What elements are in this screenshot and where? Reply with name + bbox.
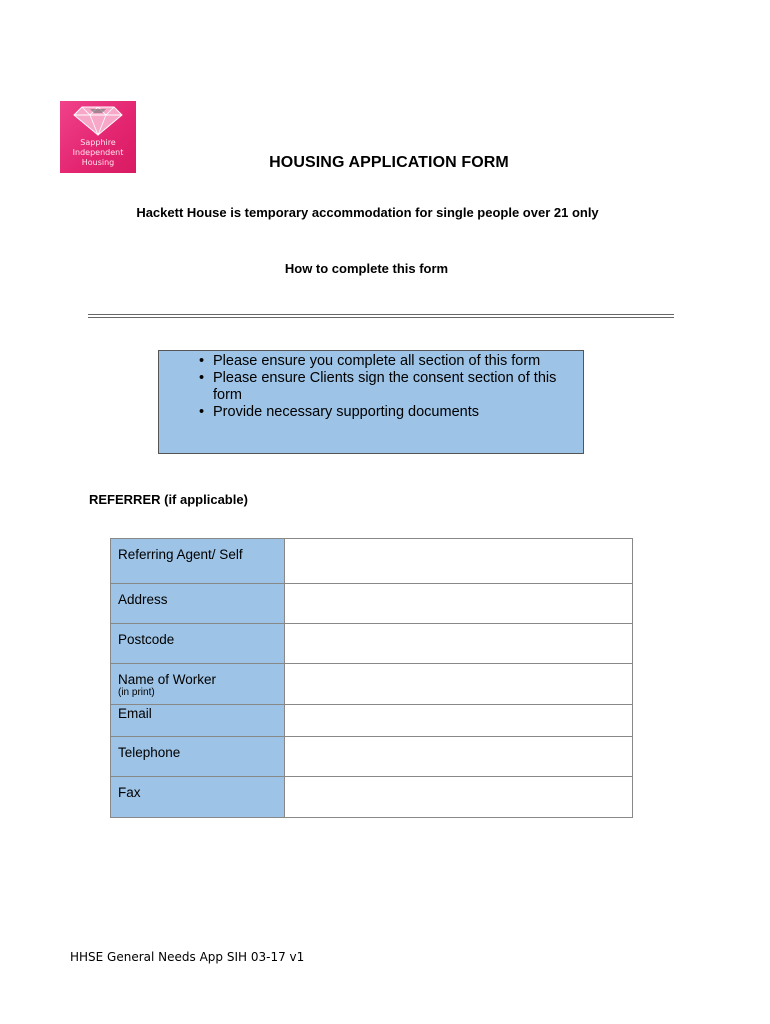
instruction-item: • Please ensure you complete all section of this form <box>159 353 583 370</box>
table-row <box>111 664 633 705</box>
table-row <box>111 737 633 777</box>
referring-agent-label: Referring Agent/ Self <box>111 539 285 584</box>
postcode-label: Postcode <box>111 624 285 664</box>
page-title: HOUSING APPLICATION FORM <box>269 154 509 171</box>
table-row <box>111 777 633 818</box>
fax-field[interactable] <box>285 777 633 818</box>
referrer-table <box>110 538 633 818</box>
instructions-list <box>159 353 583 421</box>
email-label: Email <box>111 705 285 737</box>
address-field[interactable] <box>285 584 633 624</box>
fax-label: Fax <box>111 777 285 818</box>
diamond-icon <box>60 101 136 141</box>
table-row <box>111 624 633 664</box>
footer-reference: HHSE General Needs App SIH 03-17 v1 <box>70 950 305 964</box>
instruction-item: • Please ensure Clients sign the consent section of this form <box>159 370 583 404</box>
telephone-label: Telephone <box>111 737 285 777</box>
table-row <box>111 584 633 624</box>
page-subtitle: Hackett House is temporary accommodation for single people over 21 only <box>136 205 599 220</box>
worker-name-field[interactable] <box>285 664 633 705</box>
referrer-heading: REFERRER (if applicable) <box>89 492 248 507</box>
how-to-heading: How to complete this form <box>284 261 449 276</box>
instructions-box <box>158 350 584 454</box>
referring-agent-field[interactable] <box>285 539 633 584</box>
address-label: Address <box>111 584 285 624</box>
worker-name-label: Name of Worker (in print) <box>111 664 285 705</box>
double-divider <box>88 309 674 319</box>
instruction-item: • Provide necessary supporting documents <box>159 404 583 421</box>
email-field[interactable] <box>285 705 633 737</box>
postcode-field[interactable] <box>285 624 633 664</box>
logo-text: Sapphire Independent Housing <box>72 138 124 167</box>
table-row <box>111 539 633 584</box>
table-row <box>111 705 633 737</box>
telephone-field[interactable] <box>285 737 633 777</box>
